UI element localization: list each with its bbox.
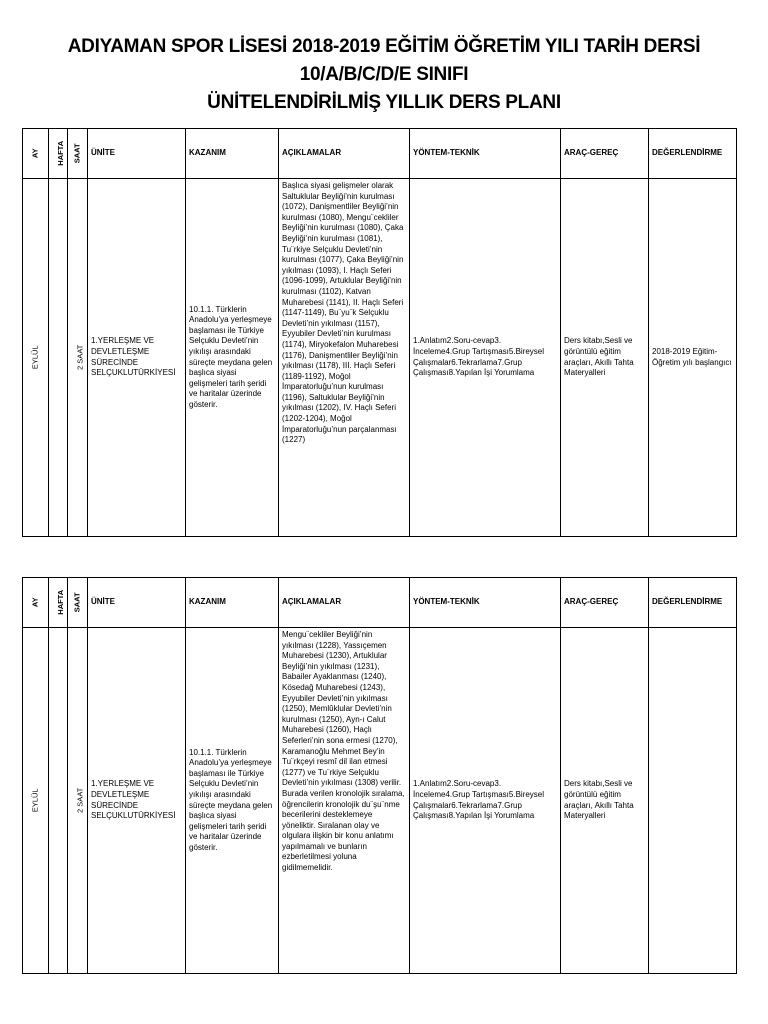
- cell-arac: Ders kitabı,Sesli ve görüntülü eğitim araçları, Akıllı Tahta Materyalleri: [561, 179, 649, 537]
- cell-aciklamalar: Mengu¨cekliler Beyliği’nin yıkılması (1228), Yassıçemen Muharebesi (1230), Artuklular Beyliği’nin yıkılması (1231), Babailer Ayaklanması (1240), Kösedağ Muharebesi (1243), Eyyubiler Devleti’nin yıkılması (1250), Memlûklular Devleti’nin kurulması (1250), Ayn-ı Calut Muharebesi (1260), Haçlı Seferleri’nin sona ermesi (1270), Karamanoğlu Mehmet Bey’in Tu¨rkçeyi resmî dil ilan etmesi (1277) ve Tu¨rkiye Selçuklu Devleti’nin yıkılması (1308) verilir. Burada verilen kronolojik sıralama, öğrencilerin kronolojik du¨şu¨nme becerilerini desteklemeye yöneliktir. Sıralanan olay ve olgulara ilişkin bir konu anlatımı yapılmamalı ve bunların ezberletilmesi yoluna gidilmemelidir.: [279, 628, 410, 974]
- col-header-hafta: HAFTA: [49, 129, 68, 179]
- col-header-degerlendirme: DEĞERLENDİRME: [649, 578, 737, 628]
- col-header-aciklamalar: AÇIKLAMALAR: [279, 129, 410, 179]
- cell-yontem: 1.Anlatım2.Soru-cevap3. İnceleme4.Grup Tartışması5.Bireysel Çalışmalar6.Tekrarlama7.Grup Çalışması8.Yapılan İşi Yorumlama: [410, 179, 561, 537]
- col-header-arac: ARAÇ-GEREÇ: [561, 578, 649, 628]
- col-header-kazanim: KAZANIM: [186, 578, 279, 628]
- plan-table-week-1: [22, 128, 737, 537]
- cell-yontem: 1.Anlatım2.Soru-cevap3. İnceleme4.Grup Tartışması5.Bireysel Çalışmalar6.Tekrarlama7.Grup Çalışması8.Yapılan İşi Yorumlama: [410, 628, 561, 974]
- plan-table-week-2: [22, 577, 737, 974]
- col-header-saat: SAAT: [68, 129, 88, 179]
- cell-hafta: [49, 179, 68, 537]
- cell-ay: EYLÜL: [23, 628, 49, 974]
- title-line-1: ADIYAMAN SPOR LİSESİ 2018-2019 EĞİTİM ÖĞRETİM YILI TARİH DERSİ: [67, 36, 701, 57]
- col-header-aciklamalar: AÇIKLAMALAR: [279, 578, 410, 628]
- table-row: [23, 179, 737, 537]
- cell-degerlendirme: 2018-2019 Eğitim-Öğretim yılı başlangıcı: [649, 179, 737, 537]
- table-row: [23, 628, 737, 974]
- cell-aciklamalar: Başlıca siyasi gelişmeler olarak Saltuklular Beyliği’nin kurulması (1072), Danişmentliler Beyliği’nin kurulması (1080), Mengu¨cekliler Beyliği’nin kurulması (1080), Çaka Beyliği’nin kurulması (1081), Tu¨rkiye Selçuklu Devleti’nin kurulması (1077), Çaka Beyliği’nin yıkılması (1093), I. Haçlı Seferi (1096-1099), Artuklular Beyliği’nin kurulması (1102), Katvan Muharebesi (1141), II. Haçlı Seferi (1147-1149), Bu¨yu¨k Selçuklu Devleti’nin yıkılması (1157), Eyyubiler Devleti’nin kurulması (1174), Miryokefalon Muharebesi (1176), Danişmentliler Beyliği’nin yıkılması (1178), III. Haçlı Seferi (1189-1192), Moğol İmparatorluğu’nun kurulması (1196), Saltuklular Beyliği’nin yıkılması (1202), IV. Haçlı Seferi (1202-1204), Moğol İmparatorluğu’nun parçalanması (1227): [279, 179, 410, 537]
- col-header-unite: ÜNİTE: [88, 129, 186, 179]
- cell-unite: 1.YERLEŞME VE DEVLETLEŞME SÜRECİNDE SELÇUKLUTÜRKİYESİ: [88, 179, 186, 537]
- cell-saat: 2 SAAT: [68, 179, 88, 537]
- table-header-row: [23, 129, 737, 179]
- col-header-hafta: HAFTA: [49, 578, 68, 628]
- cell-hafta: [49, 628, 68, 974]
- col-header-saat: SAAT: [68, 578, 88, 628]
- col-header-yontem: YÖNTEM-TEKNİK: [410, 129, 561, 179]
- col-header-arac: ARAÇ-GEREÇ: [561, 129, 649, 179]
- col-header-degerlendirme: DEĞERLENDİRME: [649, 129, 737, 179]
- cell-ay: EYLÜL: [23, 179, 49, 537]
- col-header-unite: ÜNİTE: [88, 578, 186, 628]
- col-header-ay: AY: [23, 129, 49, 179]
- col-header-kazanim: KAZANIM: [186, 129, 279, 179]
- col-header-ay: AY: [23, 578, 49, 628]
- title-line-2: 10/A/B/C/D/E SINIFI: [299, 64, 469, 85]
- cell-unite: 1.YERLEŞME VE DEVLETLEŞME SÜRECİNDE SELÇUKLUTÜRKİYESİ: [88, 628, 186, 974]
- cell-kazanim: 10.1.1. Türklerin Anadolu’ya yerleşmeye başlaması ile Türkiye Selçuklu Devleti’nin yıkılışı arasındaki süreçte meydana gelen başlıca siyasi gelişmeleri tarih şeridi ve haritalar üzerinde gösterir.: [186, 628, 279, 974]
- col-header-yontem: YÖNTEM-TEKNİK: [410, 578, 561, 628]
- cell-kazanim: 10.1.1. Türklerin Anadolu’ya yerleşmeye başlaması ile Türkiye Selçuklu Devleti’nin yıkılışı arasındaki süreçte meydana gelen başlıca siyasi gelişmeleri tarih şeridi ve haritalar üzerinde gösterir.: [186, 179, 279, 537]
- cell-saat: 2 SAAT: [68, 628, 88, 974]
- title-line-3: ÜNİTELENDİRİLMİŞ YILLIK DERS PLANI: [207, 92, 561, 113]
- cell-arac: Ders kitabı,Sesli ve görüntülü eğitim araçları, Akıllı Tahta Materyalleri: [561, 628, 649, 974]
- cell-degerlendirme: [649, 628, 737, 974]
- table-header-row: [23, 578, 737, 628]
